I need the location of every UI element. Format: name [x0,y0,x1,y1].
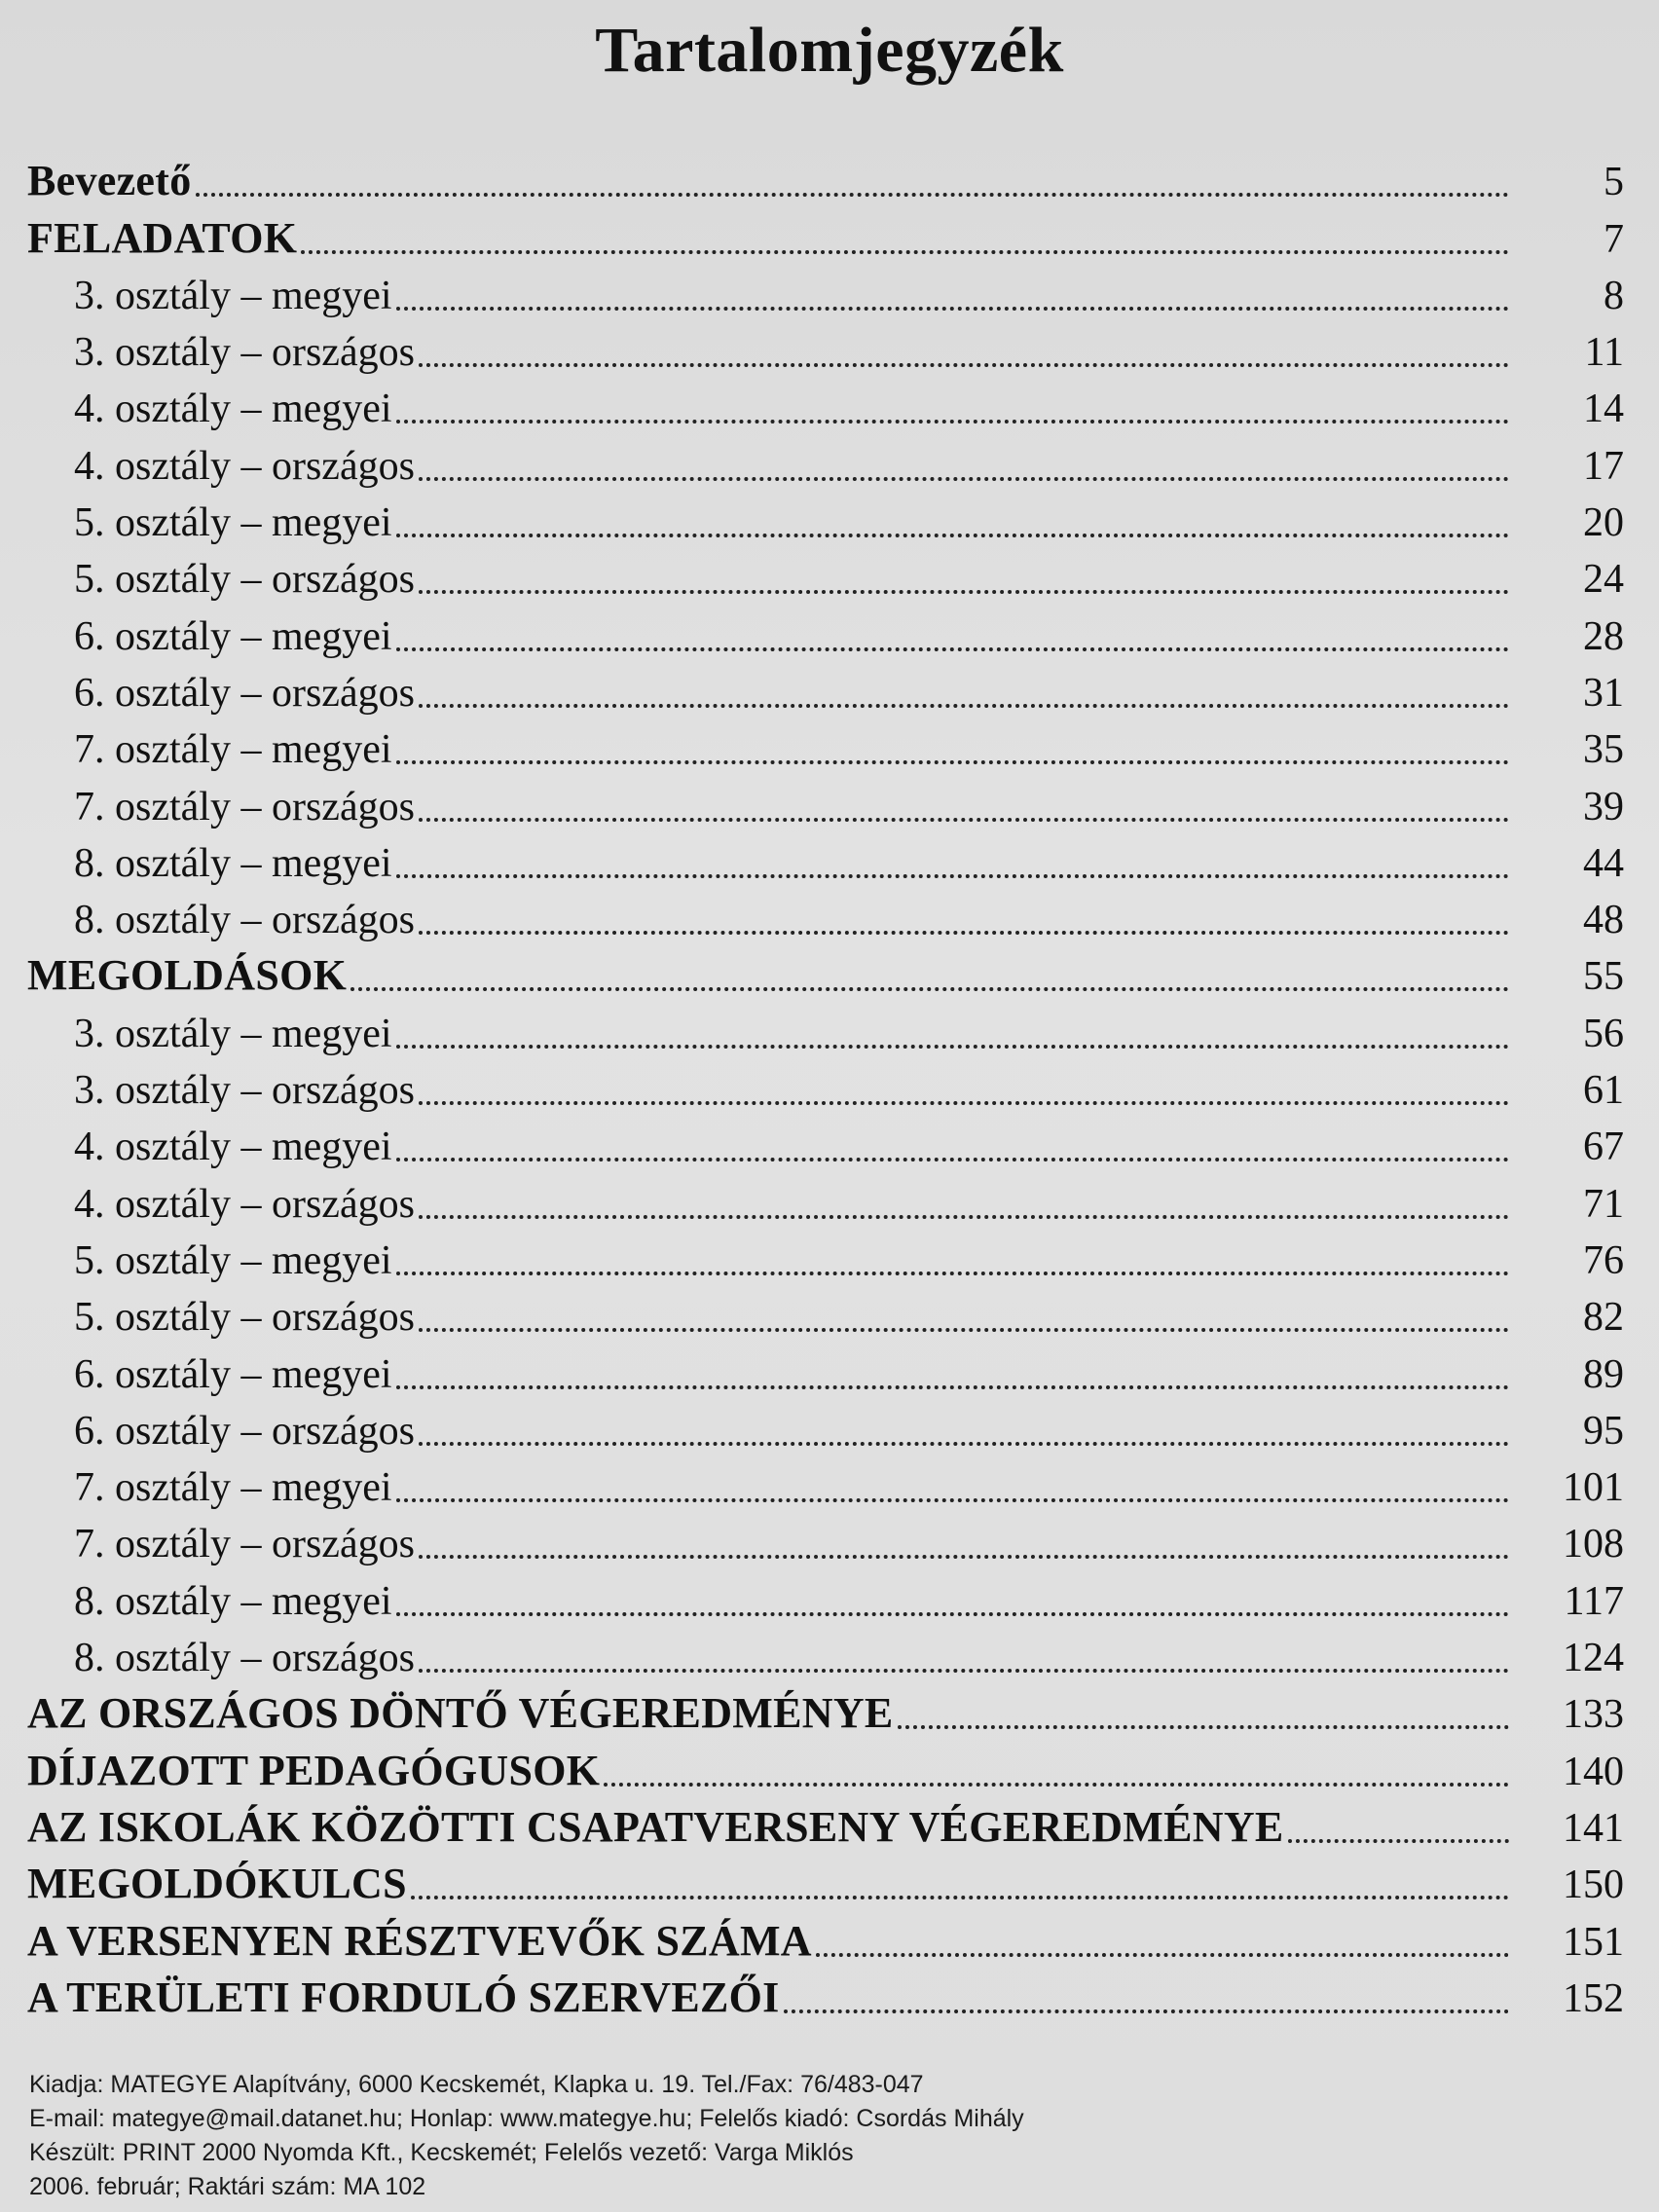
dot-leader [1288,1839,1509,1843]
table-of-contents [27,146,1624,2019]
toc-entry [27,770,1624,830]
toc-entry-page-number: 152 [1563,1975,1624,2021]
dot-leader [396,1272,1509,1275]
toc-entry [27,1963,1624,2019]
dot-leader [419,1442,1509,1446]
toc-entry [27,1281,1624,1341]
toc-entry-label: 7. osztály – országos [74,1522,415,1567]
dot-leader [196,193,1509,197]
toc-entry-page-number: 108 [1563,1522,1624,1567]
dot-leader [301,250,1509,254]
toc-entry [27,600,1624,659]
dot-leader [396,1158,1509,1161]
toc-entry-label: 4. osztály – megyei [74,1124,392,1170]
toc-entry-page-number: 89 [1583,1351,1624,1397]
toc-entry-page-number: 124 [1563,1636,1624,1681]
toc-entry [27,1905,1624,1965]
toc-entry [27,316,1624,376]
toc-entry-page-number: 17 [1583,443,1624,489]
toc-entry-label: DÍJAZOTT PEDAGÓGUSOK [27,1746,601,1794]
toc-entry [27,487,1624,546]
dot-leader [350,987,1509,991]
toc-entry [27,657,1624,714]
toc-entry-label: 4. osztály – országos [74,443,415,489]
dot-leader [396,307,1509,311]
toc-entry-page-number: 151 [1563,1919,1624,1965]
dot-leader [411,1896,1509,1899]
toc-entry-label: 3. osztály – megyei [74,1011,392,1056]
toc-entry-page-number: 71 [1583,1181,1624,1227]
dot-leader [396,534,1509,537]
dot-leader [396,1612,1509,1616]
toc-entry [27,1622,1624,1681]
toc-entry-page-number: 61 [1583,1068,1624,1114]
toc-entry-page-number: 31 [1583,670,1624,716]
dot-leader [396,760,1509,764]
toc-entry-page-number: 11 [1584,330,1624,376]
toc-entry-page-number: 35 [1583,727,1624,773]
toc-entry-page-number: 82 [1583,1295,1624,1341]
toc-entry-page-number: 141 [1563,1805,1624,1851]
dot-leader [396,1385,1509,1389]
dot-leader [396,420,1509,424]
dot-leader [419,818,1509,822]
toc-entry [27,203,1624,262]
page-title: Tartalomjegyzék [595,15,1064,86]
toc-entry-page-number: 14 [1583,387,1624,432]
toc-entry [27,997,1624,1056]
dot-leader [419,363,1509,367]
imprint-date-line: 2006. február; Raktári szám: MA 102 [29,2173,426,2200]
dot-leader [396,874,1509,878]
toc-entry-label: 3. osztály – megyei [74,273,392,318]
toc-entry-page-number: 48 [1583,898,1624,943]
toc-entry-label: A TERÜLETI FORDULÓ SZERVEZŐI [27,1972,780,2021]
dot-leader [816,1953,1509,1957]
toc-entry-page-number: 76 [1583,1237,1624,1283]
toc-entry-label: AZ ISKOLÁK KÖZÖTTI CSAPATVERSENY VÉGEREDMÉNYE [27,1802,1284,1851]
dot-leader [419,477,1509,481]
toc-entry [27,714,1624,773]
toc-entry-page-number: 67 [1583,1124,1624,1170]
dot-leader [898,1725,1509,1729]
toc-entry-page-number: 44 [1583,840,1624,886]
toc-entry-label: 5. osztály – országos [74,557,415,603]
toc-entry-label: MEGOLDÁSOK [27,951,348,1000]
imprint-printer-line: Készült: PRINT 2000 Nyomda Kft., Kecskemét; Felelős vezető: Varga Miklós [29,2139,854,2166]
dot-leader [419,704,1509,708]
toc-entry [27,1167,1624,1227]
dot-leader [419,1669,1509,1673]
toc-entry-page-number: 7 [1604,216,1624,262]
dot-leader [419,1101,1509,1105]
toc-entry-label: 7. osztály – országos [74,784,415,830]
toc-entry [27,940,1624,1000]
toc-entry [27,1735,1624,1794]
toc-entry-page-number: 28 [1583,613,1624,659]
toc-entry-label: 5. osztály – megyei [74,1237,392,1283]
imprint-contact-line: E-mail: mategye@mail.datanet.hu; Honlap: www.mategye.hu; Felelős kiadó: Csordás Mihály [29,2105,1024,2132]
toc-entry-page-number: 24 [1583,557,1624,603]
toc-entry-page-number: 56 [1583,1011,1624,1056]
toc-entry-label: 4. osztály – megyei [74,387,392,432]
dot-leader [419,590,1509,594]
toc-entry [27,146,1624,203]
toc-entry [27,1792,1624,1849]
toc-entry [27,260,1624,316]
toc-entry [27,1565,1624,1624]
toc-entry-page-number: 8 [1604,273,1624,318]
toc-entry-label: 3. osztály – országos [74,1068,415,1114]
toc-entry [27,1338,1624,1397]
toc-entry-label: 6. osztály – megyei [74,1351,392,1397]
toc-entry-label: FELADATOK [27,213,298,262]
toc-entry [27,1111,1624,1170]
dot-leader [396,1045,1509,1049]
toc-entry-label: AZ ORSZÁGOS DÖNTŐ VÉGEREDMÉNYE [27,1689,894,1738]
toc-entry [27,1395,1624,1452]
toc-entry [27,828,1624,884]
toc-entry-label: 6. osztály – országos [74,670,415,716]
toc-entry-label: 8. osztály – országos [74,898,415,943]
toc-entry-label: 5. osztály – megyei [74,500,392,546]
toc-entry [27,1054,1624,1114]
toc-entry-label: 4. osztály – országos [74,1181,415,1227]
toc-entry [27,543,1624,603]
toc-entry-page-number: 55 [1583,954,1624,1000]
toc-entry-page-number: 140 [1563,1749,1624,1794]
toc-entry-label: 5. osztály – országos [74,1295,415,1341]
toc-entry-page-number: 95 [1583,1408,1624,1454]
dot-leader [604,1783,1509,1787]
toc-entry-label: MEGOLDÓKULCS [27,1860,407,1908]
dot-leader [396,647,1509,651]
toc-entry [27,884,1624,943]
toc-entry-page-number: 117 [1564,1578,1624,1624]
toc-entry-label: 6. osztály – megyei [74,613,392,659]
toc-entry-page-number: 133 [1563,1692,1624,1738]
toc-entry-label: 3. osztály – országos [74,330,415,376]
toc-entry-page-number: 5 [1604,160,1624,205]
toc-entry-label: 7. osztály – megyei [74,727,392,773]
imprint-publisher-line: Kiadja: MATEGYE Alapítvány, 6000 Kecskemét, Klapka u. 19. Tel./Fax: 76/483-047 [29,2071,924,2098]
toc-entry-label: 8. osztály – országos [74,1636,415,1681]
toc-entry-label: A VERSENYEN RÉSZTVEVŐK SZÁMA [27,1916,812,1965]
toc-entry [27,1452,1624,1511]
toc-entry [27,373,1624,432]
dot-leader [419,931,1509,935]
toc-entry [27,1508,1624,1565]
dot-leader [396,1498,1509,1502]
toc-entry-label: 8. osztály – megyei [74,840,392,886]
toc-entry-label: 8. osztály – megyei [74,1578,392,1624]
toc-entry-page-number: 101 [1563,1465,1624,1511]
toc-entry-label: 7. osztály – megyei [74,1465,392,1511]
toc-entry-label: Bevezető [27,157,192,205]
dot-leader [419,1328,1509,1332]
toc-entry-page-number: 150 [1563,1862,1624,1908]
toc-entry-page-number: 20 [1583,500,1624,546]
toc-entry [27,1678,1624,1738]
dot-leader [419,1215,1509,1219]
dot-leader [419,1555,1509,1559]
toc-entry-label: 6. osztály – országos [74,1408,415,1454]
dot-leader [784,2009,1509,2013]
toc-entry-page-number: 39 [1583,784,1624,830]
imprint [29,2068,1024,2204]
toc-entry [27,429,1624,489]
toc-entry [27,1849,1624,1908]
toc-entry [27,1225,1624,1281]
